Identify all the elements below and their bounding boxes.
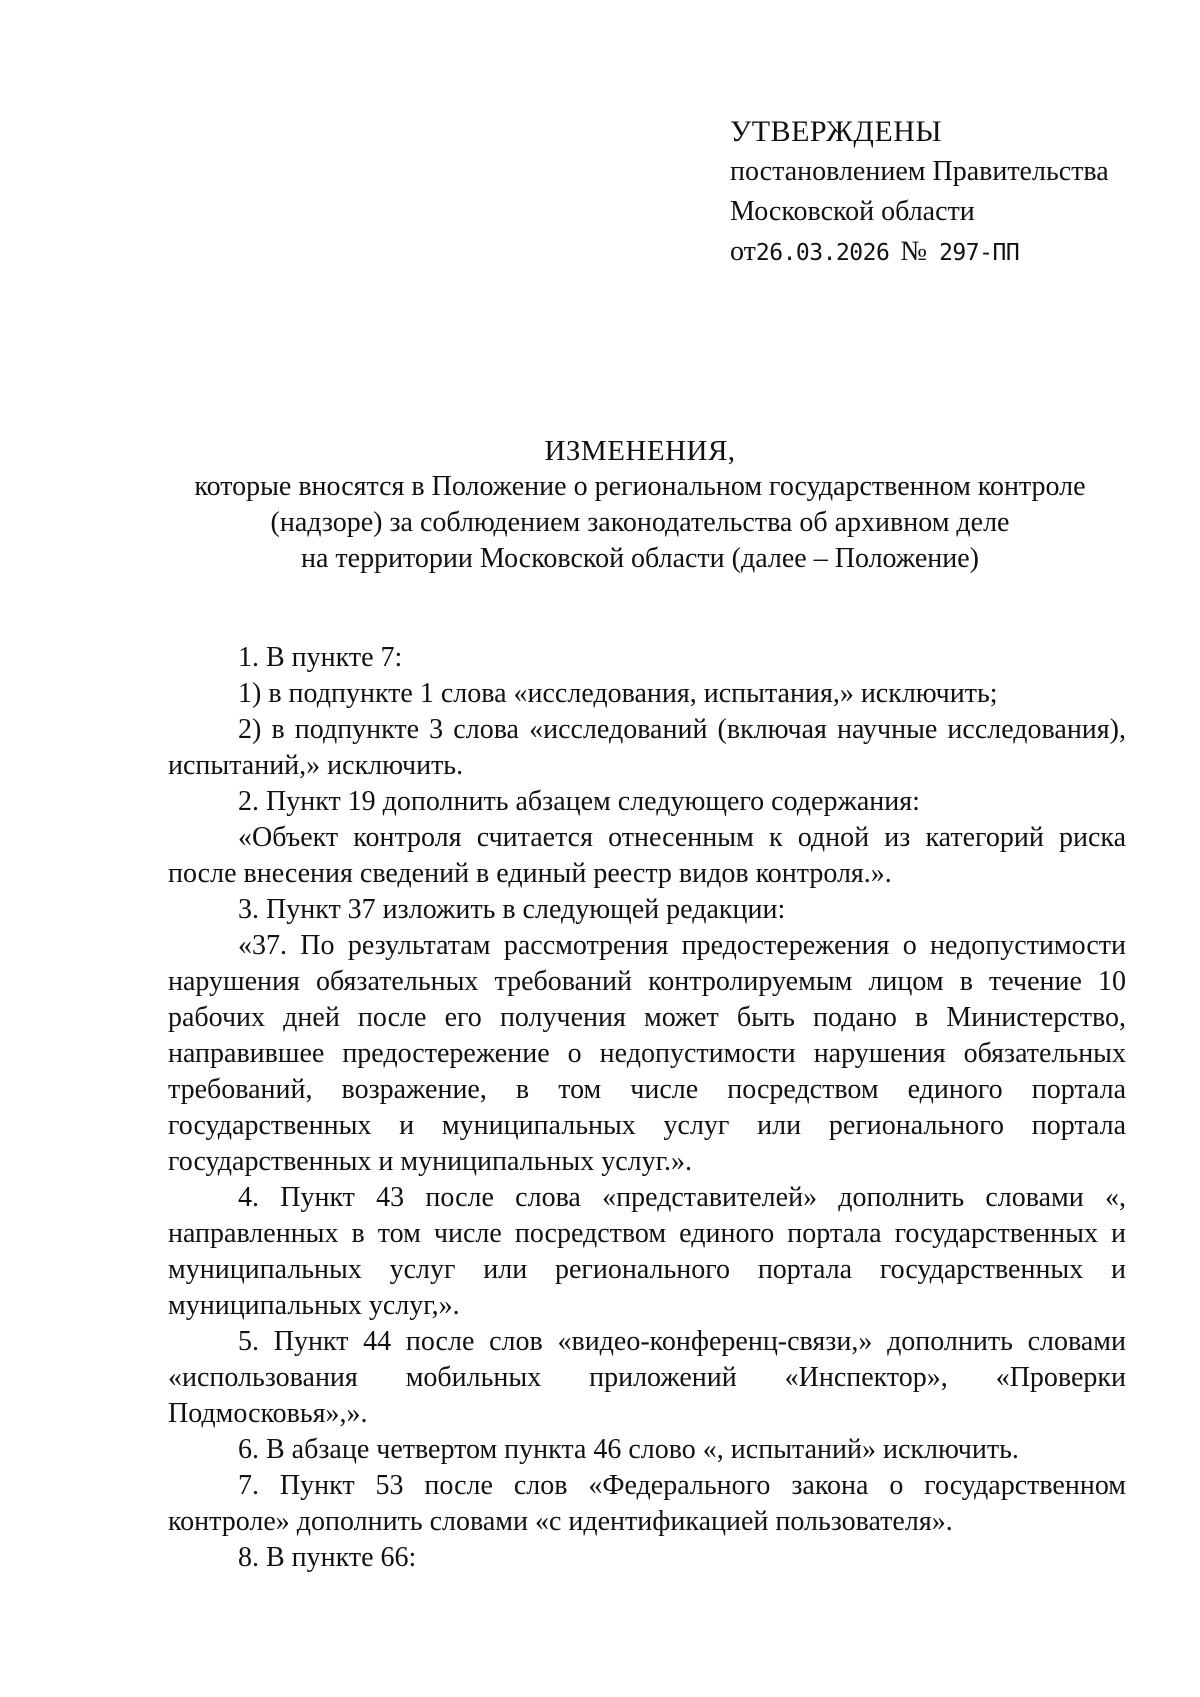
- heading-title: ИЗМЕНЕНИЯ,: [544, 435, 736, 467]
- paragraph: 1) в подпункте 1 слова «исследования, испытания,» исключить;: [238, 678, 998, 709]
- date-prefix: от: [730, 236, 756, 267]
- paragraph: 4. Пункт 43 после слова «представителей» дополнить словами «, направленных в том числе посредством единого портала государственных и муниципальных услуг или регионального портала государственных и муниципальных услуг,».: [168, 1182, 1126, 1321]
- paragraph: 5. Пункт 44 после слов «видео-конференц-связи,» дополнить словами «использования мобильных приложений «Инспектор», «Проверки Подмосковья»,».: [168, 1326, 1126, 1429]
- paragraph: «Объект контроля считается отнесенным к одной из категорий риска после внесения сведений в единый реестр видов контроля.».: [168, 822, 1126, 889]
- approval-number: 297-ПП: [939, 240, 1020, 266]
- paragraph: 6. В абзаце четвертом пункта 46 слово «, испытаний» исключить.: [238, 1434, 1019, 1465]
- document-body: [168, 640, 1126, 1576]
- heading-subtitle-line-1: которые вносятся в Положение о региональном государственном контроле: [194, 471, 1086, 502]
- paragraph: 2. Пункт 19 дополнить абзацем следующего содержания:: [238, 786, 920, 817]
- heading-subtitle-line-3: на территории Московской области (далее – Положение): [301, 543, 979, 574]
- paragraph: «37. По результатам рассмотрения предостережения о недопустимости нарушения обязательных требований контролируемым лицом в течение 10 рабочих дней после его получения может быть подано в Министерство, направившее предостережение о недопустимости нарушения обязательных требований, возражение, в том числе посредством единого портала государственных и муниципальных услуг или регионального портала государственных и муниципальных услуг.».: [168, 930, 1126, 1177]
- approval-block: [730, 112, 1109, 273]
- approval-line-2: Московской области: [730, 196, 975, 227]
- paragraph: 1. В пункте 7:: [238, 642, 403, 673]
- document-heading: [160, 433, 1120, 577]
- heading-subtitle-line-2: (надзоре) за соблюдением законодательства об архивном деле: [270, 507, 1010, 538]
- approval-line-1: постановлением Правительства: [730, 156, 1109, 187]
- paragraph: 8. В пункте 66:: [238, 1542, 417, 1573]
- paragraph: 3. Пункт 37 изложить в следующей редакции:: [238, 894, 786, 925]
- approval-date-line: [730, 232, 1109, 273]
- approval-date: 26.03.2026: [755, 240, 890, 266]
- number-sign: №: [900, 236, 928, 267]
- paragraph: 2) в подпункте 3 слова «исследований (включая научные исследования), испытаний,» исключить.: [168, 714, 1126, 781]
- approval-title: УТВЕРЖДЕНЫ: [730, 115, 943, 148]
- paragraph: 7. Пункт 53 после слов «Федерального закона о государственном контроле» дополнить словами «с идентификацией пользователя».: [168, 1470, 1126, 1537]
